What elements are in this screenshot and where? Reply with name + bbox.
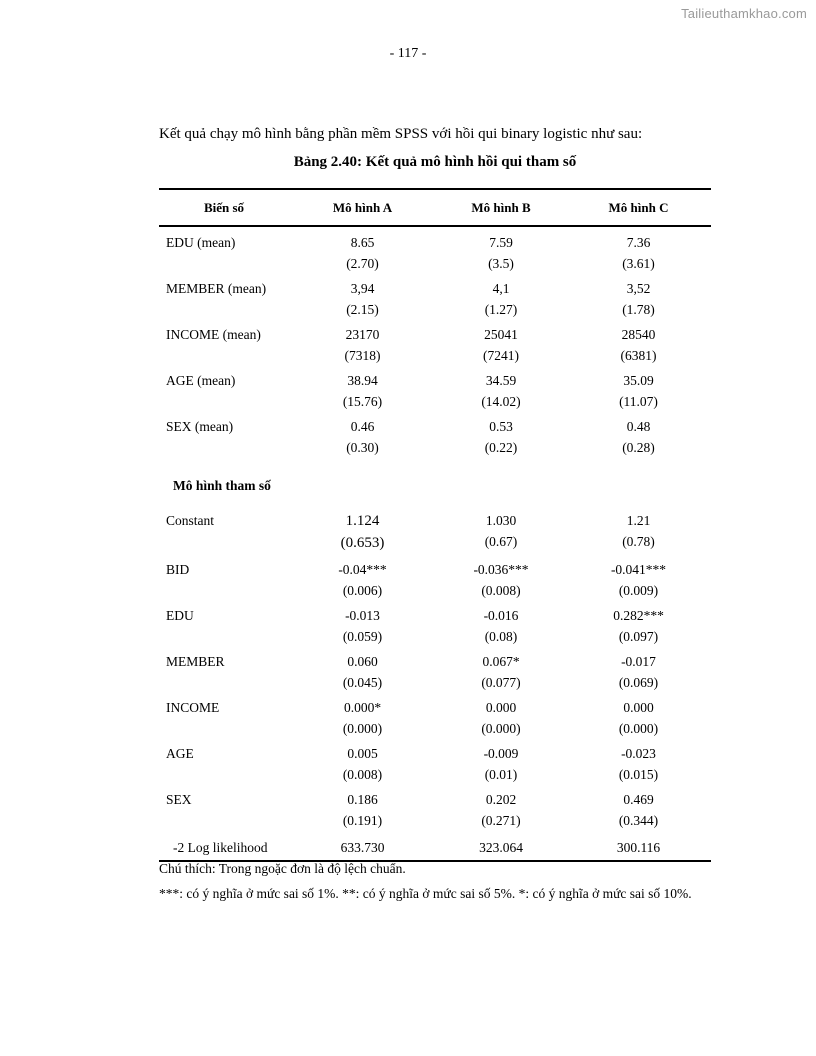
row-label: SEX: [166, 792, 192, 807]
model-b-cell: 34.59 (14.02): [481, 373, 521, 409]
row-label: SEX (mean): [166, 419, 234, 434]
intro-text: Kết quả chạy mô hình bằng phần mềm SPSS với hồi qui binary logistic như sau:: [159, 126, 643, 142]
regression-table: [159, 188, 711, 862]
row-label: MEMBER: [166, 654, 225, 669]
model-c-cell: 300.116: [616, 839, 661, 855]
table-note-std-error: Chú thích: Trong ngoặc đơn là độ lệch chuẩn.: [159, 861, 406, 876]
header-model-c: Mô hình C: [608, 199, 669, 215]
model-a-cell: 38.94 (15.76): [342, 373, 383, 409]
model-c-cell: 0.48 (0.28): [622, 419, 655, 455]
section-label: Mô hình tham số: [173, 478, 271, 493]
table-title: Bảng 2.40: Kết quả mô hình hồi qui tham số: [293, 154, 577, 170]
model-c-cell: 0.282*** (0.097): [613, 608, 664, 644]
table-row: [159, 278, 711, 324]
row-label: Constant: [166, 513, 215, 528]
model-b-cell: -0.016 (0.08): [483, 608, 519, 644]
model-a-cell: 0.000* (0.000): [342, 700, 383, 736]
row-label: EDU: [166, 608, 194, 623]
model-b-cell: 0.000 (0.000): [481, 700, 521, 736]
table-row: [159, 559, 711, 605]
table-row: [159, 370, 711, 416]
row-label: MEMBER (mean): [166, 281, 267, 296]
model-c-cell: 28540 (6381): [620, 327, 657, 363]
model-b-cell: 7.59 (3.5): [488, 235, 514, 271]
header-model-b: Mô hình B: [471, 199, 531, 215]
row-label: AGE: [166, 746, 194, 761]
model-a-cell: 23170 (7318): [344, 327, 381, 363]
model-b-cell: 1.030 (0.67): [484, 513, 518, 549]
model-c-cell: 0.000 (0.000): [618, 700, 659, 736]
model-a-cell: -0.013 (0.059): [342, 608, 383, 644]
model-b-cell: 323.064: [479, 839, 523, 855]
model-b-cell: 0.202 (0.271): [481, 792, 521, 828]
model-a-cell: 3,94 (2.15): [346, 281, 379, 317]
row-label: -2 Log likelihood: [173, 839, 268, 855]
row-label: EDU (mean): [166, 235, 236, 250]
model-b-cell: -0.009 (0.01): [483, 746, 519, 782]
table-row: [159, 605, 711, 651]
watermark: Tailieuthamkhao.com: [681, 6, 807, 21]
row-label: INCOME (mean): [166, 327, 261, 342]
model-a-cell: 0.060 (0.045): [342, 654, 383, 690]
table-row: [159, 232, 711, 278]
model-c-cell: 1.21 (0.78): [622, 513, 655, 549]
model-c-cell: 35.09 (11.07): [619, 373, 658, 409]
row-label: AGE (mean): [166, 373, 236, 388]
model-b-cell: -0.036*** (0.008): [473, 562, 529, 598]
row-label: BID: [166, 562, 190, 577]
model-a-cell: 633.730: [340, 839, 385, 855]
model-b-cell: 0.53 (0.22): [484, 419, 518, 455]
table-row: [159, 510, 711, 559]
model-c-cell: -0.023 (0.015): [618, 746, 659, 782]
model-c-cell: 7.36 (3.61): [622, 235, 655, 271]
model-b-cell: 25041 (7241): [483, 327, 519, 363]
table-row: [159, 789, 711, 835]
model-a-cell: 8.65 (2.70): [346, 235, 379, 271]
table-row: [159, 743, 711, 789]
model-a-cell: -0.04*** (0.006): [338, 562, 387, 598]
page-number: - 117 -: [389, 46, 427, 61]
table-row: [159, 697, 711, 743]
table-note-significance: ***: có ý nghĩa ở mức sai số 1%. **: có ý nghĩa ở mức sai số 5%. *: có ý nghĩa ở mức sai số 10%.: [159, 886, 692, 901]
model-c-cell: -0.041*** (0.009): [610, 562, 667, 598]
model-a-cell: 0.46 (0.30): [346, 419, 379, 455]
model-b-cell: 4,1 (1.27): [484, 281, 518, 317]
model-c-cell: 0.469 (0.344): [618, 792, 659, 828]
table-row: [159, 651, 711, 697]
model-a-cell: 0.005 (0.008): [342, 746, 383, 782]
model-c-cell: 3,52 (1.78): [622, 281, 655, 317]
model-a-cell: 1.124 (0.653): [340, 513, 385, 551]
model-c-cell: -0.017 (0.069): [618, 654, 659, 690]
header-model-a: Mô hình A: [332, 199, 393, 215]
header-variable: Biến số: [203, 199, 245, 215]
model-a-cell: 0.186 (0.191): [342, 792, 383, 828]
model-b-cell: 0.067* (0.077): [481, 654, 521, 690]
table-header: [159, 190, 711, 227]
table-row-loglik: [159, 835, 711, 860]
row-label: INCOME: [166, 700, 220, 715]
table-row: [159, 416, 711, 462]
table-row: [159, 324, 711, 370]
